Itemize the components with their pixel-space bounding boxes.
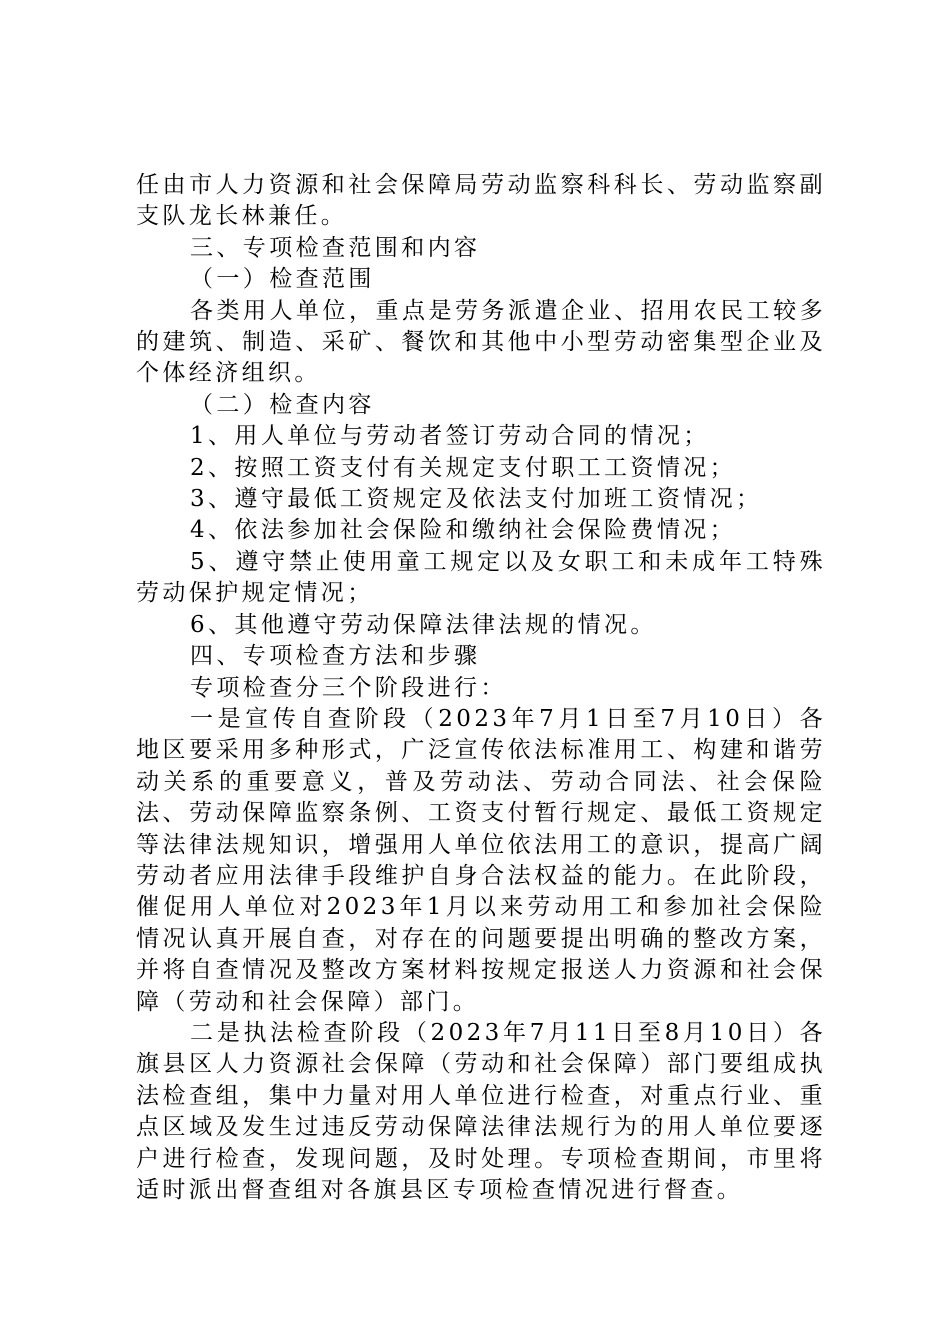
paragraph-scope: 各类用人单位，重点是劳务派遣企业、招用农民工较多的建筑、制造、采矿、餐饮和其他中小型劳动密集型企业及个体经济组织。: [136, 297, 826, 387]
list-item-5: 5、遵守禁止使用童工规定以及女职工和未成年工特殊劳动保护规定情况；: [136, 548, 826, 607]
list-item-6: 6、其他遵守劳动保障法律法规的情况。: [190, 611, 657, 638]
paragraph-stages-intro: 专项检查分三个阶段进行：: [190, 674, 507, 701]
list-item-1: 1、用人单位与劳动者签订劳动合同的情况；: [190, 423, 710, 450]
paragraph-continuation: 任由市人力资源和社会保障局劳动监察科科长、劳动监察副支队龙长林兼任。: [136, 172, 826, 230]
section-heading-3: 三、专项检查范围和内容: [190, 234, 481, 261]
list-item-2: 2、按照工资支付有关规定支付职工工资情况；: [190, 454, 737, 481]
list-item-4: 4、依法参加社会保险和缴纳社会保险费情况；: [190, 517, 737, 544]
paragraph-stage-1: 一是宣传自查阶段（2023年7月1日至7月10日）各地区要采用多种形式，广泛宣传依法标准用工、构建和谐劳动关系的重要意义，普及劳动法、劳动合同法、社会保险法、劳动保障监察条例、工资支付暂行规定、最低工资规定等法律法规知识，增强用人单位依法用工的意识，提高广阔劳动者应用法律手段维护自身合法权益的能力。在此阶段，催促用人单位对2023年1月以来劳动用工和参加社会保险情况认真开展自查，对存在的问题要提出明确的整改方案，并将自查情况及整改方案材料按规定报送人力资源和社会保障（劳动和社会保障）部门。: [136, 705, 826, 1015]
list-item-3: 3、遵守最低工资规定及依法支付加班工资情况；: [190, 486, 763, 513]
subsection-heading-content: （二）检查内容: [190, 391, 375, 418]
subsection-heading-scope: （一）检查范围: [190, 266, 375, 293]
paragraph-stage-2: 二是执法检查阶段（2023年7月11日至8月10日）各旗县区人力资源社会保障（劳动和社会保障）部门要组成执法检查组，集中力量对用人单位进行检查，对重点行业、重点区域及发生过违反劳动保障法律法规行为的用人单位要逐户进行检查，发现问题，及时处理。专项检查期间，市里将适时派出督查组对各旗县区专项检查情况进行督查。: [136, 1019, 826, 1203]
document-body: [136, 170, 826, 1206]
section-heading-4: 四、专项检查方法和步骤: [190, 643, 481, 670]
